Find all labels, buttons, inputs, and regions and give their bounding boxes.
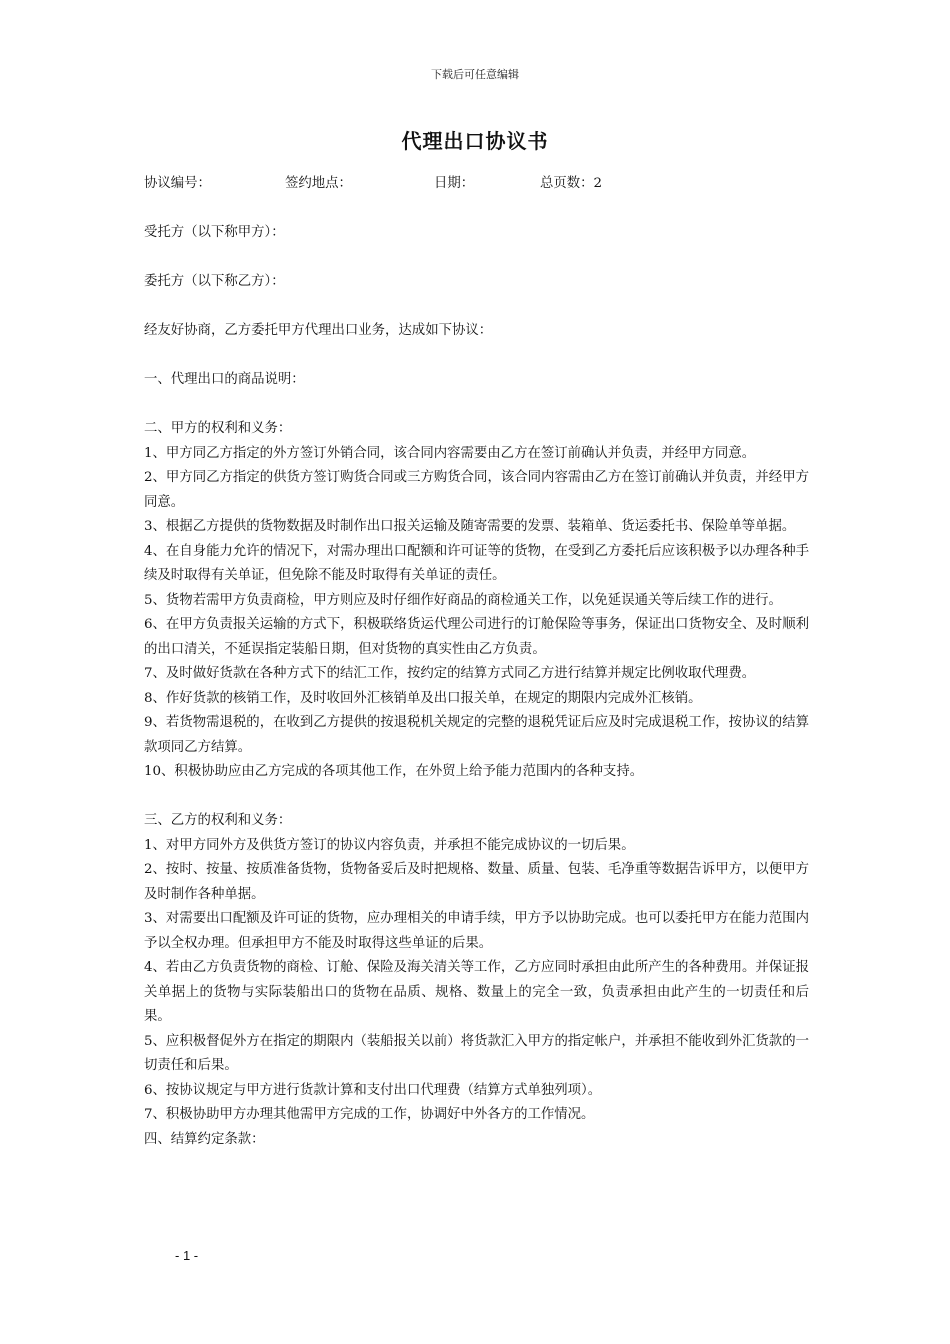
section-3-item: 3、对需要出口配额及许可证的货物，应办理相关的申请手续，甲方予以协助完成。也可以委托甲方在能力范围内予以全权办理。但承担甲方不能及时取得这些单证的后果。 [144, 911, 809, 951]
section-3-item: 7、积极协助甲方办理其他需甲方完成的工作，协调好中外各方的工作情况。 [144, 1107, 595, 1122]
section-4-heading: 四、结算约定条款： [144, 1131, 265, 1147]
section-3-heading: 三、乙方的权利和义务： [144, 813, 292, 828]
section-3-item: 5、应积极督促外方在指定的期限内（装船报关以前）将货款汇入甲方的指定帐户，并承担不能收到外汇货款的一切责任和后果。 [144, 1033, 809, 1073]
meta-row [144, 172, 809, 197]
section-2-item: 1、甲方同乙方指定的外方签订外销合同，该合同内容需要由乙方在签订前确认并负责，并经甲方同意。 [144, 445, 756, 461]
page-number: - 1 - [175, 1248, 199, 1263]
section-2-item: 10、积极协助应由乙方完成的各项其他工作，在外贸上给予能力范围内的各种支持。 [144, 764, 644, 779]
agreement-number-label: 协议编号： [144, 176, 211, 191]
section-2-item: 6、在甲方负责报关运输的方式下，积极联络货运代理公司进行的订舱保险等事务，保证出口货物安全、及时顺利的出口清关，不延误指定装船日期，但对货物的真实性由乙方负责。 [144, 617, 809, 657]
section-3-item: 6、按协议规定与甲方进行货款计算和支付出口代理费（结算方式单独列项）。 [144, 1082, 602, 1098]
header-note: 下载后可任意编辑 [431, 68, 519, 81]
section-2-heading: 二、甲方的权利和义务： [144, 421, 292, 436]
section-2-item: 4、在自身能力允许的情况下，对需办理出口配额和许可证等的货物，在受到乙方委托后应该积极予以办理各种手续及时取得有关单证，但免除不能及时取得有关单证的责任。 [144, 543, 809, 583]
section-3-item: 4、若由乙方负责货物的商检、订舱、保险及海关清关等工作，乙方应同时承担由此所产生的各种费用。并保证报关单据上的货物与实际装船出口的货物在品质、规格、数量上的完全一致，负责承担由此产生的一切责任和后果。 [144, 960, 809, 1024]
sign-place-label: 签约地点： [285, 176, 352, 191]
section-2-item: 8、作好货款的核销工作，及时收回外汇核销单及出口报关单，在规定的期限内完成外汇核销。 [144, 690, 702, 706]
total-pages-label: 总页数：2 [540, 176, 603, 191]
section-3-item: 1、对甲方同外方及供货方签订的协议内容负责，并承担不能完成协议的一切后果。 [144, 837, 635, 853]
section-2-item: 3、根据乙方提供的货物数据及时制作出口报关运输及随寄需要的发票、装箱单、货运委托书、保险单等单据。 [144, 519, 796, 534]
section-2-item: 7、及时做好货款在各种方式下的结汇工作，按约定的结算方式同乙方进行结算并规定比例收取代理费。 [144, 666, 756, 681]
document-body [144, 172, 809, 1152]
date-label: 日期： [434, 176, 475, 191]
section-1-heading: 一、代理出口的商品说明： [144, 372, 305, 387]
party-b-line: 委托方（以下称乙方）： [144, 274, 285, 289]
intro-paragraph: 经友好协商，乙方委托甲方代理出口业务，达成如下协议： [144, 323, 493, 338]
section-2-item: 2、甲方同乙方指定的供货方签订购货合同或三方购货合同，该合同内容需由乙方在签订前确认并负责，并经甲方同意。 [144, 470, 809, 510]
party-a-line: 受托方（以下称甲方）： [144, 225, 285, 240]
document-title: 代理出口协议书 [401, 129, 549, 153]
section-2-item: 9、若货物需退税的，在收到乙方提供的按退税机关规定的完整的退税凭证后应及时完成退税工作，按协议的结算款项同乙方结算。 [144, 715, 809, 755]
section-3-item: 2、按时、按量、按质准备货物，货物备妥后及时把规格、数量、质量、包装、毛净重等数据告诉甲方，以便甲方及时制作各种单据。 [144, 862, 809, 902]
section-2-item: 5、货物若需甲方负责商检，甲方则应及时仔细作好商品的商检通关工作，以免延误通关等后续工作的进行。 [144, 592, 782, 608]
